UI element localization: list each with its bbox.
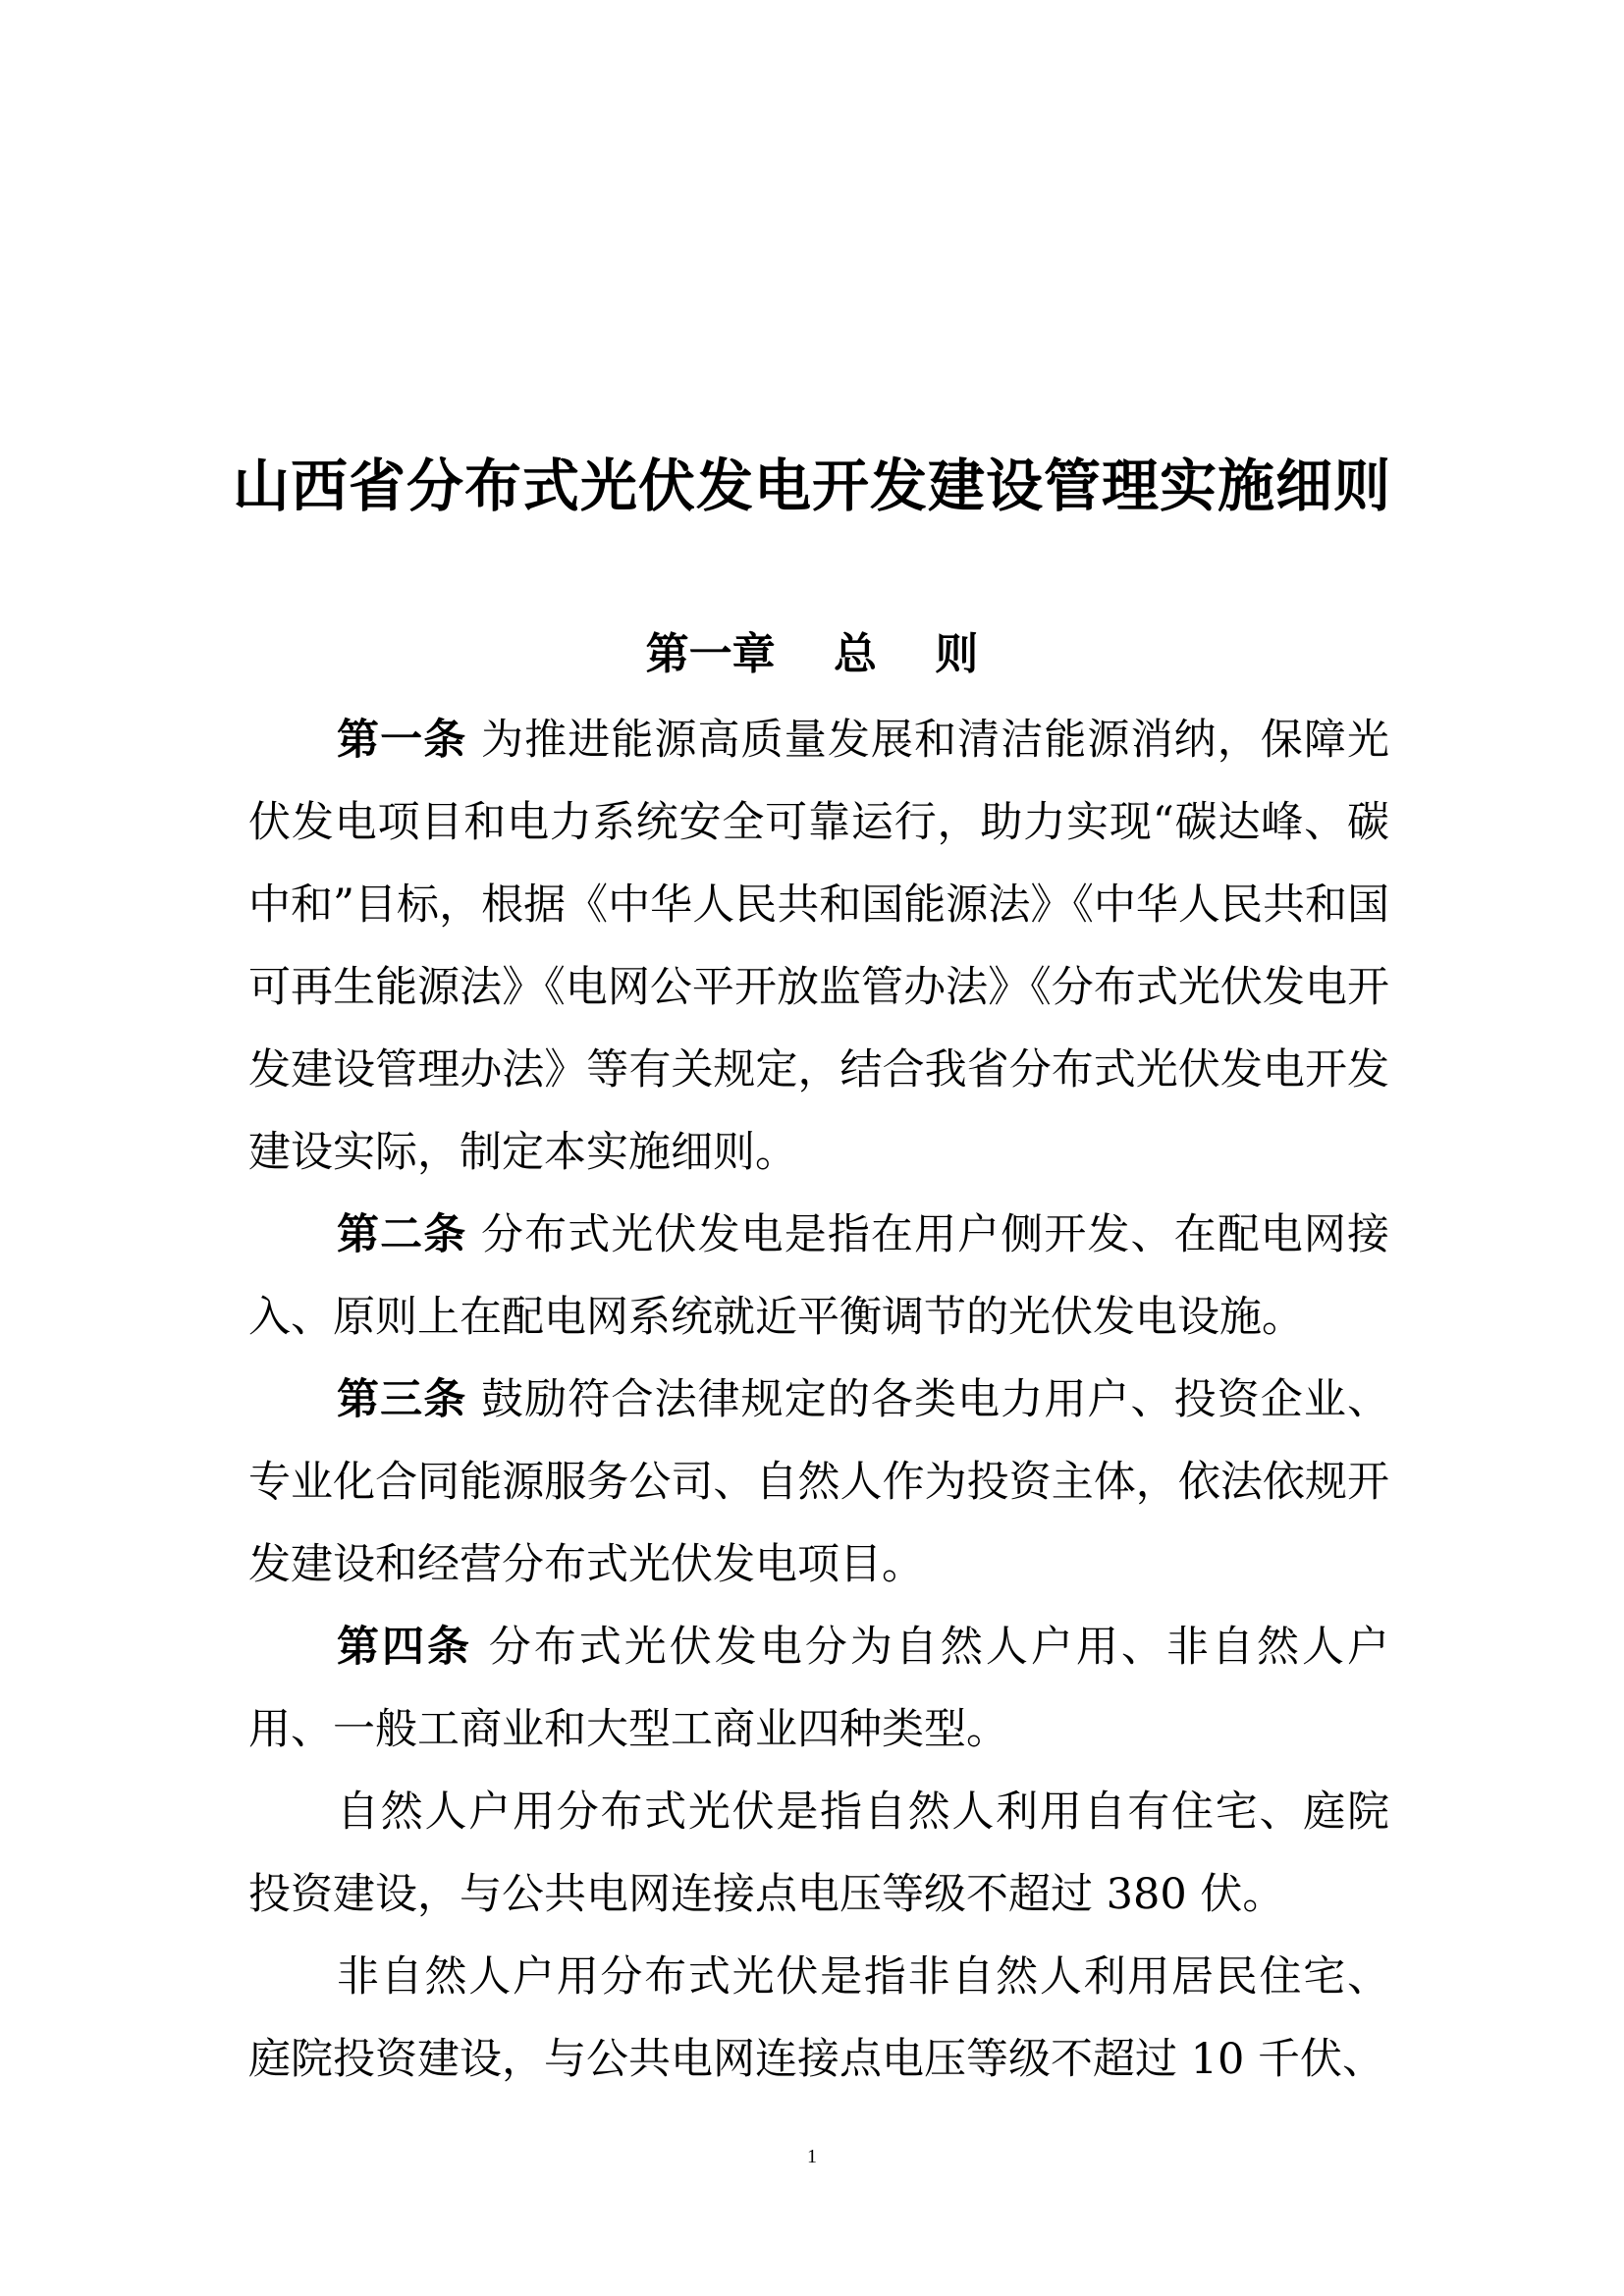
- article-label: 第二条: [337, 1210, 467, 1259]
- article-label: 第三条: [337, 1375, 467, 1424]
- paragraph-household-non-natural: [248, 1936, 1389, 2101]
- chapter-heading: 第一章 总 则: [645, 629, 979, 679]
- article-2: [248, 1194, 1389, 1359]
- document-title: 山西省分布式光伏发电开发建设管理实施细则: [232, 453, 1391, 519]
- paragraph-text: 非自然人户用分布式光伏是指非自然人利用居民住宅、庭院投资建设，与公共电网连接点电压等级不超过 10 千伏、: [248, 1952, 1389, 2084]
- article-4: [248, 1606, 1389, 1771]
- document-body: [248, 699, 1389, 2101]
- page-number: 1: [807, 2146, 817, 2167]
- paragraph-text: 自然人户用分布式光伏是指自然人利用自有住宅、庭院投资建设，与公共电网连接点电压等级不超过 380 伏。: [248, 1788, 1389, 1919]
- article-text: 分布式光伏发电是指在用户侧开发、在配电网接入、原则上在配电网系统就近平衡调节的光伏发电设施。: [248, 1210, 1390, 1342]
- article-1: [248, 699, 1389, 1194]
- article-label: 第一条: [337, 716, 467, 765]
- article-text: 鼓励符合法律规定的各类电力用户、投资企业、专业化合同能源服务公司、自然人作为投资主体，依法依规开发建设和经营分布式光伏发电项目。: [248, 1375, 1390, 1589]
- article-text: 为推进能源高质量发展和清洁能源消纳，保障光伏发电项目和电力系统安全可靠运行，助力实现“碳达峰、碳中和”目标，根据《中华人民共和国能源法》《中华人民共和国可再生能源法》《电网公平开放监管办法》《分布式光伏发电开发建设管理办法》等有关规定，结合我省分布式光伏发电开发建设实际，制定本实施细则。: [248, 716, 1390, 1177]
- paragraph-household-natural: [248, 1771, 1389, 1936]
- article-3: [248, 1359, 1389, 1606]
- article-label: 第四条: [337, 1623, 473, 1672]
- article-text: 分布式光伏发电分为自然人户用、非自然人户用、一般工商业和大型工商业四种类型。: [248, 1623, 1390, 1754]
